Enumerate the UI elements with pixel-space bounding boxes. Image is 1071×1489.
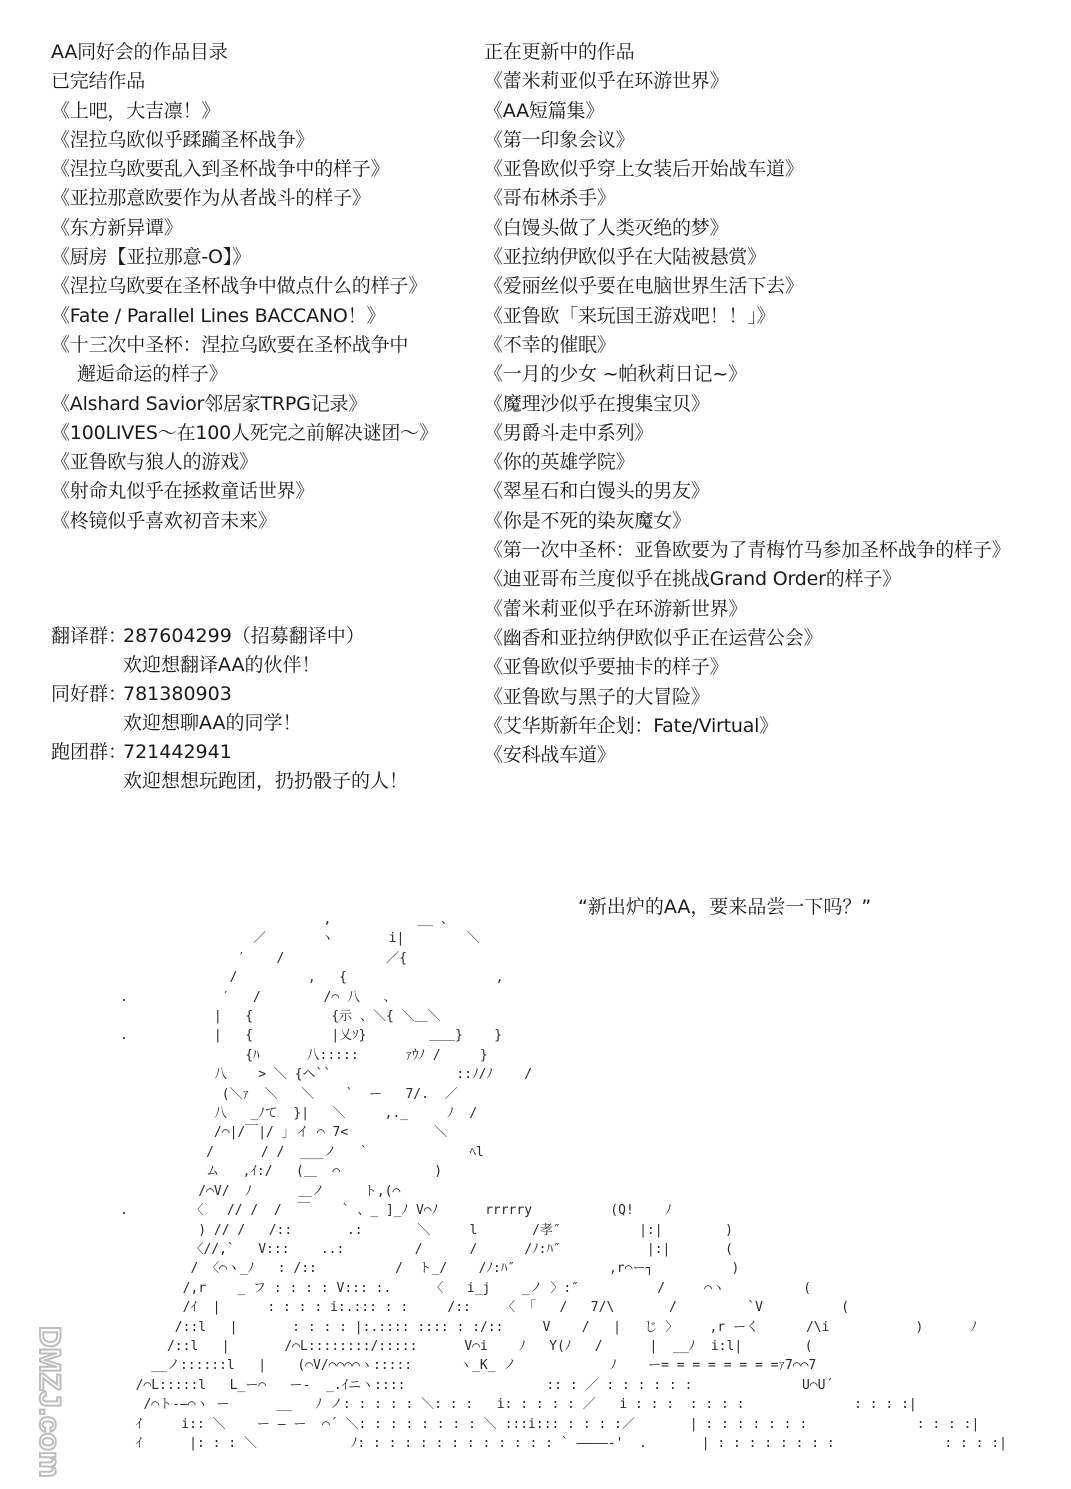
group-number: 781380903 xyxy=(123,683,232,705)
work-title: 《一月的少女 ~帕秋莉日记~》 xyxy=(484,363,747,386)
work-title: 《第一次中圣杯：亚鲁欧要为了青梅竹马参加圣杯战争的样子》 xyxy=(484,539,1011,562)
group-number: 721442941 xyxy=(123,741,232,763)
work-title: 《AA短篇集》 xyxy=(484,99,605,122)
work-title: 《艾华斯新年企划：Fate/Virtual》 xyxy=(484,714,779,737)
work-title: 《第一印象会议》 xyxy=(484,128,635,151)
work-title: 《你是不死的染灰魔女》 xyxy=(484,509,691,532)
work-title: 《安科战车道》 xyxy=(484,744,616,767)
group-note: 欢迎想聊AA的同学！ xyxy=(123,712,302,734)
logo-text: DMZJ.com xyxy=(33,1326,66,1478)
work-title: 《亚鲁欧似乎要抽卡的样子》 xyxy=(484,656,729,679)
character-quote: “新出炉的AA，要来品尝一下吗？” xyxy=(578,896,872,918)
work-title: 《厨房【亚拉那意-O】》 xyxy=(51,246,251,269)
work-title: 《Fate / Parallel Lines BACCANO！》 xyxy=(51,304,386,327)
completed-works-column xyxy=(51,38,438,536)
work-title: 《十三次中圣杯：涅拉乌欧要在圣杯战争中 xyxy=(51,333,409,356)
work-title: 《迪亚哥布兰度似乎在挑战Grand Order的样子》 xyxy=(484,568,901,591)
ongoing-works-column xyxy=(484,38,1010,770)
work-title: 《射命丸似乎在拯救童话世界》 xyxy=(51,480,315,503)
work-title: 《男爵斗走中系列》 xyxy=(484,421,654,444)
work-title: 《不幸的催眠》 xyxy=(484,333,616,356)
work-title: 《亚鲁欧与黑子的大冒险》 xyxy=(484,685,710,708)
ascii-art-illustration: , __ 、 ／ ヽ i| ＼ ′ / ／{ / , { , . ′ / /⌒ 八 、 | { {示 、＼{ ＼＿＼ . | { |乂ｿ} ＿＿} } {ﾊ 八::::: ｧｳﾉ / } 八 > ＼ {ヘ`` ::ﾉ/ﾉ / (＼ｧ ＼ ＼ ` ー 7/. ／ 八 _ﾉて }| ＼ ,._ ﾉ / /⌒|/￣|/ ｣ イ ⌒ 7< ＼ / / / ___ノ ` ﾍl ム ,ｲ:/ (＿ ⌒ ) /⌒V/ ﾉ ＿ノ ト,(⌒ . 〈 // / / ￣ ` 、_ ]_ﾉ V⌒ﾉ rrrrry (Q! ﾉ ) // / /:: .: ＼ l /孝″ |:| ) 〈//,` V::: ..: / / /ﾉ:ﾊ″ |:| ( / 〈⌒ヽ_ﾉ : /:: / ト_/ /ﾉ:ﾊ″ ,r⌒ー┐ ) /,r _ フ : : : : V::: :. 〈 i_j _ノ 〉:″ / ⌒ヽ ( /ｲ | : : : : i:.::: : : /:: 〈 「 / 7/\ / `V ( /::l | : : : : |:.:::: :::: : :/:: V / | じ 〉 ,r ーく /\i ) ﾉ /::l | /⌒L::::::::/::::: V⌒i ﾉ Y(ﾉ / | __ﾉ i:l| ( __ノ::::::l | (⌒V/⌒⌒⌒⌒ヽ::::: ヽ_K_ ノ ﾉ ー= = = = = = = =ｧ7⌒⌒7 /⌒L:::::l L_ー⌒ ー‐ _.ｲニヽ:::: :: : ／ : : : : : : U⌒U´ /⌒ト-―⌒ヽ ー __ ﾉ ノ: : : : : ＼: : : i: : : : : ／ i : : : : : : : : : : :| ｲ i:: ＼ ー ― ー ⌒´ ＼: : : : : : : : ＼ :::i::: : : : :／ | : : : : : : : : : : :| ｲ |: : : ＼ ﾉ: : : : : : : : : : : : : ` ――――‐' . | : : : : : : : : : : : :| xyxy=(120,912,1007,1451)
trpg-group-row xyxy=(51,738,408,767)
work-title: 《爱丽丝似乎要在电脑世界生活下去》 xyxy=(484,275,804,298)
group-label: 翻译群： xyxy=(51,625,128,647)
group-contacts xyxy=(51,622,408,796)
work-title: 《亚拉纳伊欧似乎在大陆被悬赏》 xyxy=(484,246,767,269)
work-title: 《Alshard Savior邻居家TRPG记录》 xyxy=(51,392,368,415)
work-title: 《幽香和亚拉纳伊欧似乎正在运营公会》 xyxy=(484,626,823,649)
work-title: 《东方新异谭》 xyxy=(51,216,183,239)
completed-section-title: 已完结作品 xyxy=(51,70,146,93)
work-title: 《你的英雄学院》 xyxy=(484,451,635,474)
group-number: 287604299（招募翻译中） xyxy=(123,625,365,647)
group-note: 欢迎想翻译AA的伙伴！ xyxy=(123,654,321,676)
group-label: 同好群： xyxy=(51,683,128,705)
work-title: 《涅拉乌欧似乎蹂躏圣杯战争》 xyxy=(51,128,315,151)
translation-group-row xyxy=(51,622,408,651)
group-label: 跑团群： xyxy=(51,741,128,763)
work-title: 《魔理沙似乎在搜集宝贝》 xyxy=(484,392,710,415)
work-title: 《上吧，大吉凛！》 xyxy=(51,99,221,122)
catalog-header: AA同好会的作品目录 xyxy=(51,41,228,63)
work-title: 《亚鲁欧「来玩国王游戏吧！！」》 xyxy=(484,304,776,327)
work-title: 《蕾米莉亚似乎在环游新世界》 xyxy=(484,597,748,620)
work-title: 《柊镜似乎喜欢初音未来》 xyxy=(51,509,277,532)
work-title: 《翠星石和白馒头的男友》 xyxy=(484,480,710,503)
work-title: 《白馒头做了人类灭绝的梦》 xyxy=(484,216,729,239)
work-title: 《亚拉那意欧要作为从者战斗的样子》 xyxy=(51,187,371,210)
dmzj-logo xyxy=(8,1322,66,1482)
work-title: 《亚鲁欧与狼人的游戏》 xyxy=(51,451,258,474)
work-title: 《涅拉乌欧要乱入到圣杯战争中的样子》 xyxy=(51,158,390,181)
work-title: 《哥布林杀手》 xyxy=(484,187,616,210)
ongoing-section-title: 正在更新中的作品 xyxy=(484,41,635,63)
group-note: 欢迎想想玩跑团，扔扔骰子的人！ xyxy=(123,770,409,792)
work-title: 《亚鲁欧似乎穿上女装后开始战车道》 xyxy=(484,158,804,181)
work-title-continuation: 邂逅命运的样子》 xyxy=(77,363,228,386)
fan-group-row xyxy=(51,680,408,709)
work-title: 《100LIVES～在100人死完之前解决谜团～》 xyxy=(51,421,438,444)
work-title: 《涅拉乌欧要在圣杯战争中做点什么的样子》 xyxy=(51,275,428,298)
work-title: 《蕾米莉亚似乎在环游世界》 xyxy=(484,70,729,93)
